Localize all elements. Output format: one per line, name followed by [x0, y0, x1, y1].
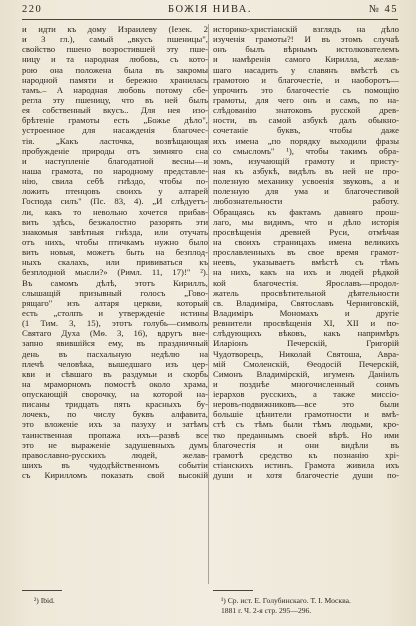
text-line: ная къ азбукѣ, видѣлъ въ ней не про- — [213, 165, 399, 176]
text-line: св. Владиміра, Святославъ Черниговскій, — [213, 297, 399, 308]
text-line: писаны тридцать пять красныхъ бу- — [22, 399, 208, 410]
text-line: и идти къ дому Израилеву (Іезек. 2 — [22, 24, 208, 34]
text-line: и намѣренія самого Кирилла, желав- — [213, 54, 399, 65]
text-line: Владиміръ Мономахъ и другіе — [213, 307, 399, 318]
text-line: свойство пшено возростившей эту пше- — [22, 44, 208, 55]
text-line: большіе цѣнители грамотности и вмѣ- — [213, 409, 399, 420]
text-line: и наступленіе благодатной весны—и — [22, 155, 208, 166]
text-line: благочестія и они видѣли въ — [213, 439, 399, 450]
text-line: и позднѣе многочисленный сонмъ — [213, 378, 399, 389]
text-line: ея собственный вкусъ.. Для нея изо- — [22, 105, 208, 116]
text-line: прославленныхъ въ свое время грамот- — [213, 247, 399, 258]
page-number: 220 — [22, 4, 43, 15]
text-line: рящаго" изъ алтаря церкви, который — [22, 297, 208, 308]
text-line: ности, въ самой азбукѣ далъ обыкно- — [213, 115, 399, 126]
text-line: народной памяти и бережно хранилась — [22, 74, 208, 85]
text-line: любознательности работу. — [213, 196, 399, 207]
text-line: на своихъ страницахъ имена великихъ — [213, 236, 399, 247]
text-line: лочекъ, по числу буквъ алфавита, — [22, 409, 208, 420]
text-line: безплодной мысли?» (Римл. 11, 17)!" ²). — [22, 267, 208, 278]
text-line: устроенное для насажденія благочес- — [22, 125, 208, 136]
text-line: сочетаніе буквъ, чтобы даже — [213, 125, 399, 136]
text-line: есть „столпъ и утвержденіе истины — [22, 307, 208, 318]
text-line: это вложеніе ихъ за пазуху и затѣмъ — [22, 419, 208, 430]
text-line: кви и сѣвшаго въ раздумьи и скорбь — [22, 368, 208, 379]
text-line: онъ былъ вѣрнымъ истолкователемъ — [213, 44, 399, 55]
text-line: вить новыя, можетъ быть на безплод- — [22, 247, 208, 258]
text-line: слышащій призывный голосъ „Гово- — [22, 287, 208, 298]
text-line: полезную механику усвоенія звуковъ, а и — [213, 176, 399, 187]
issue-number: № 45 — [368, 4, 398, 15]
text-line: пробужденіе природы отъ зимняго сна — [22, 145, 208, 156]
text-line: іерархов русскихъ, а также миссіо- — [213, 389, 399, 400]
text-line: регла эту пшеницу, что въ ней былъ — [22, 94, 208, 105]
text-line: отъ нихъ, чтобы птичкамъ нужно было — [22, 236, 208, 247]
text-line: изученія грамоты?! И въ этомъ случаѣ — [213, 34, 399, 45]
text-line: православно-русскихъ людей, желав- — [22, 449, 208, 460]
text-line: Святаго Духа (Мѳ. 3, 16), вдругъ вне- — [22, 328, 208, 339]
text-line: неевъ, указываетъ вмѣстѣ съ тѣмъ — [213, 257, 399, 268]
text-line: неровъ-подвижниковъ—все это были — [213, 399, 399, 410]
text-line: мій Смоленскій, Ѳеодосій Печерскій, — [213, 358, 399, 369]
page-header — [22, 4, 398, 20]
footnote-rule-left — [22, 590, 62, 591]
text-line: грамотою и благочестіе, и наоборотъ— — [213, 74, 399, 85]
text-line: (1 Тим. 3, 15), этотъ голубь—символъ — [22, 318, 208, 329]
text-line: запно явившійся ему, въ праздничный — [22, 338, 208, 349]
text-line: полезную для ума и благочестивой — [213, 186, 399, 197]
text-line: вить здѣсь, безжалостно разорять эти — [22, 216, 208, 227]
footnote-right — [221, 596, 401, 616]
text-line: день въ пасхальную недѣлю на — [22, 348, 208, 359]
text-line: лаго, мы видимъ, что и дѣло исторія — [213, 216, 399, 227]
text-line: знакомыя завѣтныя гнѣзда, или отучать — [22, 226, 208, 237]
text-line: Обращаясь къ фактамъ давняго прош- — [213, 206, 399, 217]
text-line: просвѣщенія древней Руси, отмѣчая — [213, 226, 399, 237]
left-column — [22, 24, 208, 480]
footnote-rule-right — [213, 590, 253, 591]
text-line: Иларіонъ Печерскій, Григорій — [213, 338, 399, 349]
text-line: Въ самомъ дѣлѣ, этотъ Кириллъ, — [22, 277, 208, 288]
text-line: тія. „Какъ ласточка, возвѣщающая — [22, 135, 208, 146]
text-line: на нихъ, какъ на ихъ и людей рѣдкой — [213, 267, 399, 278]
text-line: Господа силъ" (Пс. 83, 4). „И слѣдуетъ- — [22, 196, 208, 207]
text-line: ли, какъ то невольно хочется прибав- — [22, 206, 208, 217]
text-line: стѣ съ тѣмъ были тѣмъ людьми, кро- — [213, 419, 399, 430]
text-line: ныхъ скалахъ, или прививаться къ — [22, 257, 208, 268]
text-line: грамотѣ средство къ познанію хрі- — [213, 449, 399, 460]
text-line: наша грамота, по народному представле- — [22, 165, 208, 176]
text-line: рою она положена была въ закромы — [22, 64, 208, 75]
text-line: брѣтеніе грамоты есть „Божье дѣло", — [22, 115, 208, 126]
text-line: плечѣ человѣка, вышедшаго изъ цер- — [22, 358, 208, 369]
text-line: ложить птенцовъ своихъ у алтарей — [22, 186, 208, 197]
text-line: стіанскихъ истинъ. Грамота живила ихъ — [213, 460, 399, 471]
header-rule — [22, 19, 398, 20]
journal-title: БОЖІЯ НИВА. — [167, 4, 253, 15]
text-line: нію, свила себѣ гнѣздо, чтобы по- — [22, 176, 208, 187]
text-line: ревнители просвѣщенія XI, XII и по- — [213, 318, 399, 329]
text-line: зомъ, изучающій грамоту и присту- — [213, 155, 399, 166]
text-line: Симонъ Владимірскій, игуменъ Даніилъ — [213, 368, 399, 379]
text-line: таинственная пропажа ихъ—развѣ все — [22, 429, 208, 440]
text-line: на мраморномъ помостѣ около храма, — [22, 378, 208, 389]
text-line: со смысломъ" ¹), чтобы такимъ обра- — [213, 145, 399, 156]
text-line: шаго насадить у славянъ вмѣстѣ съ — [213, 64, 399, 75]
footnote-line: ¹) Ср. ист. Е. Голубинскаго. Т. I. Москва. — [221, 596, 351, 605]
text-line: жатель просвѣтительной дѣятельности — [213, 287, 399, 298]
text-line: ихъ имена „по порядку выходили фразы — [213, 135, 399, 146]
footnote-left: ²) Ibid. — [34, 596, 55, 605]
right-column — [213, 24, 399, 480]
text-line: историко-христіанскій взглядъ на дѣло — [213, 24, 399, 34]
text-line: тамъ.– А народная любовь потому сбе- — [22, 84, 208, 95]
text-line: это не выраженіе задушевныхъ думъ — [22, 439, 208, 450]
text-line: тко преданнымъ своей вѣрѣ. Но ими — [213, 429, 399, 440]
text-line: шихъ въ чудодѣйственномъ событіи — [22, 460, 208, 471]
text-line: грамоты, для чего онъ и самъ, по на- — [213, 94, 399, 105]
text-line: Чудотворецъ, Николай Святоша, Авра- — [213, 348, 399, 359]
text-line: слѣдующихъ вѣковъ, какъ напримѣръ — [213, 328, 399, 339]
text-line: слѣдованію знатоковъ русской древ- — [213, 105, 399, 116]
text-line: души и хотя благочестіе души по- — [213, 470, 399, 481]
text-line: ницу и та народная любовь, съ кото- — [22, 54, 208, 65]
text-line: упрочить это благочестіе съ помощію — [213, 84, 399, 95]
text-line: съ Кирилломъ показать свой высокій — [22, 470, 208, 481]
column-divider — [208, 24, 209, 584]
text-line: кой благочестія. Ярославъ—продол- — [213, 277, 399, 288]
text-line: опускающій сворочку, на которой на- — [22, 389, 208, 400]
text-line: и 3 гл.), самый „вкусъ пшеницы", — [22, 34, 208, 45]
footnote-line: 1881 г. Ч. 2-я стр. 295—296. — [221, 606, 312, 616]
